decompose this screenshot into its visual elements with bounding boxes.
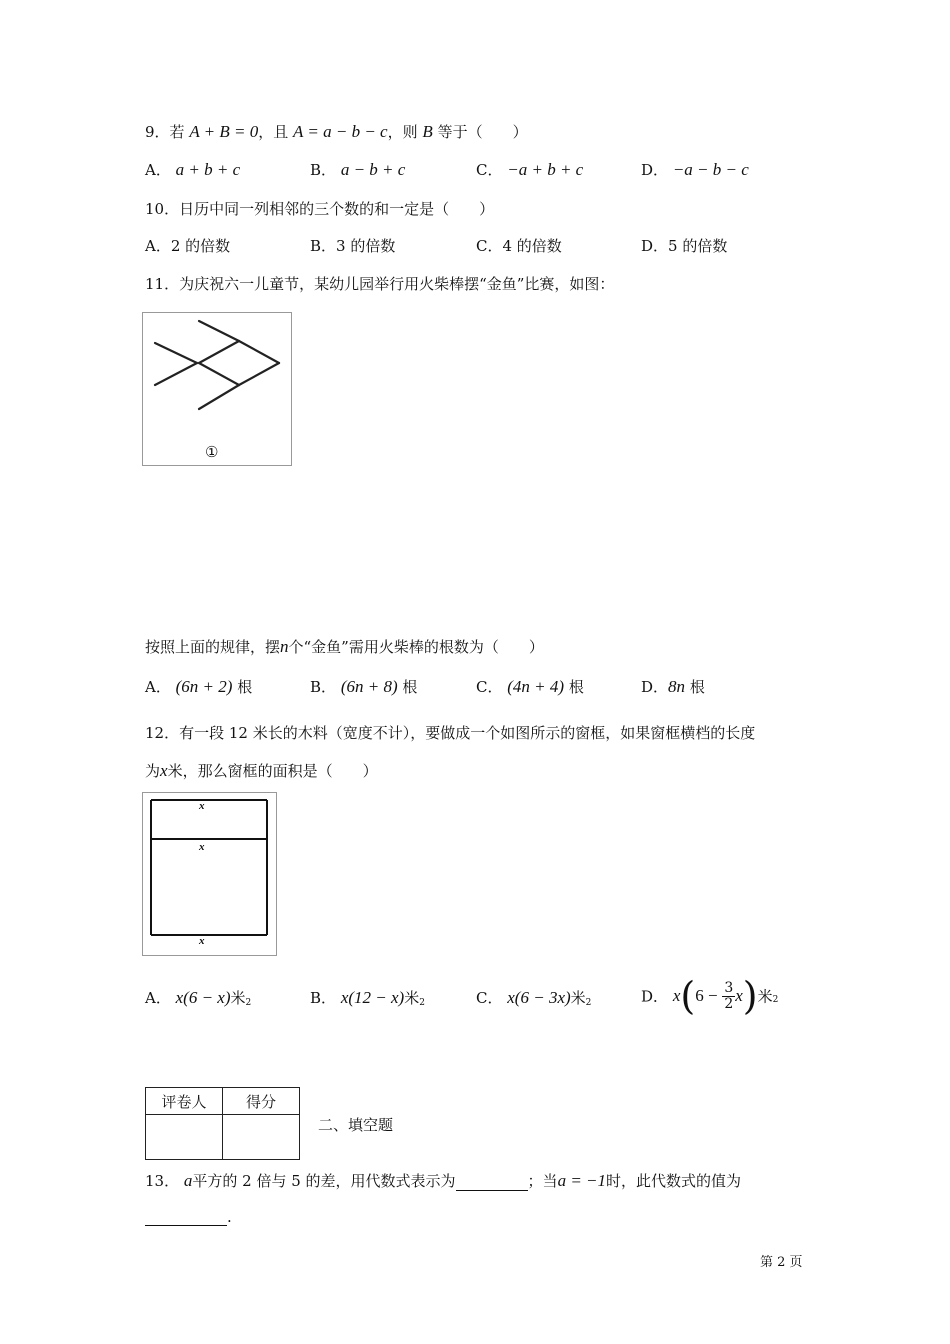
question-number: 13． [145, 1172, 180, 1190]
matchstick [155, 343, 197, 363]
q10-option-a[interactable] [145, 235, 230, 256]
frame-label-top: x [199, 800, 205, 812]
option-label: A． [145, 161, 171, 179]
matchstick [199, 341, 239, 363]
q9-option-b[interactable] [310, 159, 405, 180]
option-label: D． [641, 987, 669, 1006]
option-text: 2 的倍数 [170, 237, 231, 255]
matchstick [239, 363, 279, 385]
text: 等于（ ） [437, 123, 528, 141]
q10-option-b[interactable] [310, 235, 395, 256]
option-label: D． [641, 678, 669, 696]
q10-option-c[interactable] [476, 235, 562, 256]
option-label: D． [641, 237, 669, 255]
variable: x [160, 761, 168, 780]
q11-option-d[interactable] [641, 676, 705, 697]
option-label: A． [145, 678, 171, 696]
option-expr: −a − b − c [672, 160, 749, 179]
option-expr: −a + b + c [507, 160, 584, 179]
option-superscript: 2 [585, 998, 592, 1008]
equation: A + B = 0 [189, 122, 259, 141]
score-table-header-grader: 评卷人 [146, 1088, 223, 1115]
text: 若 [169, 123, 185, 141]
option-expr: x [735, 986, 743, 1005]
score-table [145, 1087, 300, 1160]
text: 按照上面的规律，摆 [145, 638, 281, 656]
matchstick [199, 321, 239, 341]
question-number: 9． [145, 123, 170, 141]
option-expr: x [672, 986, 681, 1005]
option-label: A． [145, 989, 171, 1007]
fraction-denominator: 2 [724, 995, 734, 1012]
matchstick [199, 363, 239, 385]
q9-option-d[interactable] [641, 159, 749, 180]
option-label: D． [641, 161, 669, 179]
question-12-line2 [145, 760, 378, 781]
option-label: B． [310, 161, 337, 179]
option-expr: 8n [668, 677, 686, 696]
text: 个“金鱼”需用火柴棒的根数为（ ） [288, 638, 544, 656]
q12-option-d[interactable] [641, 974, 778, 1018]
option-unit: 米 [230, 989, 246, 1007]
q10-option-d[interactable] [641, 235, 727, 256]
option-superscript: 2 [245, 998, 252, 1008]
option-expr: (6n + 2) [175, 677, 233, 696]
option-unit: 米 [757, 987, 773, 1006]
score-table-cell-score[interactable] [223, 1115, 300, 1160]
text: 米，那么窗框的面积是（ ） [167, 762, 378, 780]
text: 为 [145, 762, 161, 780]
question-11: 11．为庆祝六一儿童节，某幼儿园举行用火柴棒摆“金鱼”比赛，如图： [145, 275, 615, 293]
figure-label: ① [205, 443, 219, 461]
option-label: C． [476, 678, 503, 696]
answer-blank-1[interactable] [456, 1174, 528, 1191]
option-expr: a − b + c [340, 160, 406, 179]
matchstick [155, 363, 197, 385]
page-number: 第 2 页 [760, 1255, 803, 1270]
q11-option-a[interactable] [145, 676, 252, 697]
q11-option-c[interactable] [476, 676, 584, 697]
window-frame-drawing [143, 793, 276, 955]
option-unit: 米 [570, 989, 586, 1007]
text: 平方的 2 倍与 5 的差，用代数式表示为 [192, 1172, 456, 1190]
goldfish-figure [142, 312, 292, 466]
option-label: C． [476, 161, 503, 179]
option-expr: (4n + 4) [507, 677, 565, 696]
section-heading: 二、填空题 [318, 1116, 394, 1134]
option-text: 5 的倍数 [668, 237, 728, 255]
question-10: 10．日历中同一列相邻的三个数的和一定是（ ） [145, 200, 495, 218]
option-expr: x(12 − x) [340, 988, 405, 1007]
variable: a [183, 1171, 193, 1190]
equation: a = −1 [557, 1171, 607, 1190]
q9-option-c[interactable] [476, 159, 583, 180]
option-label: C． [476, 237, 503, 255]
option-expr: a + b + c [175, 160, 241, 179]
frame-label-bottom: x [199, 935, 205, 947]
frame-label-middle: x [199, 841, 205, 853]
text: ，则 [387, 123, 418, 141]
equation: A = a − b − c [293, 122, 388, 141]
option-unit: 根 [568, 678, 584, 696]
right-paren: ) [742, 974, 758, 1018]
window-frame-figure [142, 792, 277, 956]
q9-option-a[interactable] [145, 159, 240, 180]
q12-option-c[interactable] [476, 987, 591, 1008]
option-text: 3 的倍数 [336, 237, 396, 255]
matchstick [199, 385, 239, 409]
option-expr: x(6 − 3x) [507, 988, 571, 1007]
text: ；当 [527, 1172, 558, 1190]
option-expr: x(6 − x) [175, 988, 231, 1007]
option-expr: (6n + 8) [340, 677, 398, 696]
question-11-followup [145, 636, 544, 657]
question-13 [145, 1170, 741, 1191]
option-expr: 6 − [695, 986, 718, 1005]
text: ，且 [258, 123, 289, 141]
question-9 [145, 121, 528, 142]
text: 时，此代数式的值为 [606, 1172, 742, 1190]
option-label: B． [310, 989, 337, 1007]
option-unit: 根 [689, 678, 705, 696]
option-unit: 根 [402, 678, 418, 696]
option-unit: 米 [404, 989, 420, 1007]
question-13-line2 [145, 1208, 232, 1226]
fraction [722, 981, 735, 1012]
left-paren: ( [680, 974, 696, 1018]
variable: B [422, 122, 433, 141]
score-table-header-score: 得分 [223, 1088, 300, 1115]
option-text: 4 的倍数 [502, 237, 562, 255]
variable: n [280, 637, 289, 656]
matchstick [239, 341, 279, 363]
option-label: B． [310, 237, 337, 255]
answer-blank-2[interactable] [145, 1209, 227, 1226]
option-label: A． [145, 237, 171, 255]
q12-option-b[interactable] [310, 987, 425, 1008]
question-12-line1: 12．有一段 12 米长的木料（宽度不计），要做成一个如图所示的窗框，如果窗框横档的长度 [145, 724, 756, 742]
q12-option-a[interactable] [145, 987, 251, 1008]
option-unit: 根 [237, 678, 253, 696]
option-label: C． [476, 989, 503, 1007]
fraction-numerator: 3 [724, 979, 734, 996]
option-superscript: 2 [772, 995, 779, 1005]
score-table-cell-grader[interactable] [146, 1115, 223, 1160]
q11-option-b[interactable] [310, 676, 417, 697]
option-label: B． [310, 678, 337, 696]
text: . [227, 1208, 232, 1226]
option-superscript: 2 [419, 998, 425, 1008]
